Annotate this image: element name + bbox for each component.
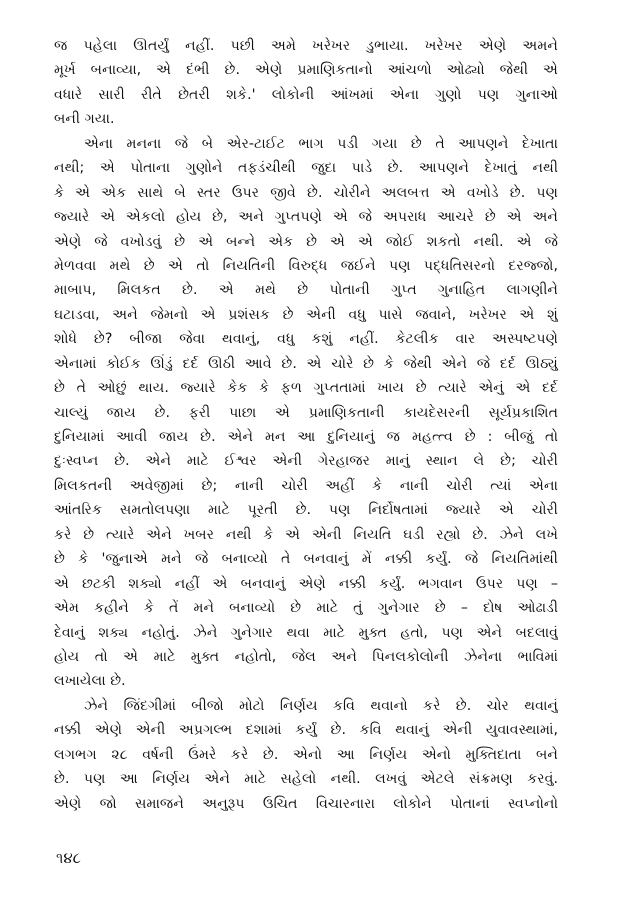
paragraph [54,132,558,694]
text-line: દેવાનું શક્ય નહોતું. ઝેને ગુનેગાર થવા માટે મુક્ત હતો, પણ એને બદલાવું [54,624,558,641]
paragraph [54,694,558,816]
text-line: દુઃસ્વપ્ન છે. એને માટે ઈશ્વર એની ગેરહાજર માનું સ્થાન લે છે; ચોરી [54,453,558,470]
document-page [54,34,558,816]
text-line: મૂર્ખ બનાવ્યા, એ દંભી છે. એણે પ્રમાણિકતાનો આંચળો ઓઢ્યો જેથી એ [54,62,558,79]
text-line: વધારે સારી રીતે છેતરી શકે.' લોકોની આંખમાં એના ગુણો પણ ગુનાઓ [54,86,558,103]
text-line: છે તે ઓછું થાય. જ્યારે કેક કે ફળ ગુપ્તતામાં ખાય છે ત્યારે એનું એ દર્દ [54,380,558,397]
text-line: હોય તો એ માટે મુક્ત નહોતો, જેલ અને પિનલકોલોની ઝેનેના ભાવિમાં [54,648,558,665]
text-line: બની ગયા. [54,111,115,128]
text-line: છે. પણ આ નિર્ણય એને માટે સહેલો નથી. લખવું એટલે સંક્રમણ કરવું. [54,771,558,788]
text-line: જ્યારે એ એકલો હોય છે, અને ગુપ્તપણે એ જે અપરાધ આચરે છે એ અને [54,209,558,226]
text-line: લગભગ ૨૮ વર્ષની ઉંમરે કરે છે. એનો આ નિર્ણય એનો મુક્તિદાતા બને [54,746,558,763]
text-line: એણે જે વખોડવું છે એ બન્ને એક છે એ એ જોઈ શકતો નથી. એ જે [54,233,558,250]
text-line: ચાલ્યું જાય છે. ફરી પાછા એ પ્રમાણિકતાની કાયદેસરની સૂર્યપ્રકાશિત [54,404,558,421]
text-line: એમ કહીને કે તેં મને બનાવ્યો છે માટે તું ગુનેગાર છે – દોષ ઓઢાડી [54,600,558,617]
text-line: મિલકતની અવેજીમાં છે; નાની ચોરી અહીં કે નાની ચોરી ત્યાં એના [54,477,558,494]
text-line: એના મનના જે બે એર-ટાઈટ ભાગ પડી ગયા છે તે આપણને દેખાતા [84,135,558,152]
text-line: મેળવવા મથે છે એ તો નિયતિની વિરુદ્ધ જઈને પણ પદ્ધતિસરનો દરજ્જો, [54,257,558,274]
text-line: એનામાં કોઈક ઊંડું દર્દ ઊઠી આવે છે. એ ચોરે છે કે જેથી એને જે દર્દ ઊઠ્યું [54,355,558,372]
text-line: કરે છે ત્યારે એને ખબર નથી કે એ એની નિયતિ ઘડી રહ્યો છે. ઝેને લખે [54,526,558,543]
text-line: ઝેને જિંદગીમાં બીજો મોટો નિર્ણય કવિ થવાનો કરે છે. ચોર થવાનું [84,697,558,714]
text-line: કે એ એક સાથે બે સ્તર ઉપર જીવે છે. ચોરીને અલબત્ત એ વખોડે છે. પણ [54,184,558,201]
text-line: શોધે છે? બીજા જેવા થવાનું, વધુ કશું નહીં. કેટલીક વાર અસ્પષ્ટપણે [54,331,558,348]
text-line: આંતરિક સમતોલપણા માટે પૂરતી છે. પણ નિર્દોષતામાં જ્યારે એ ચોરી [54,502,558,519]
paragraph [54,34,558,132]
text-line: એ છટકી શક્યો નહીં એ બનવાનું એણે નક્કી કર્યું. ભગવાન ઉપર પણ – [54,575,558,592]
text-line: એણે જો સમાજને અનુરૂપ ઉચિત વિચારનારા લોકોને પોતાનાં સ્વપ્નોનો [54,795,558,812]
text-line: માબાપ, મિલકત છે. એ મથે છે પોતાની ગુપ્ત ગુનાહિત લાગણીને [54,282,558,299]
text-line: લખાયેલા છે. [54,673,126,690]
page-number: ૧૪૮ [56,849,81,867]
text-line: નક્કી એણે એની અપ્રગલ્ભ દશામાં કર્યું છે. કવિ થવાનું એની યુવાવસ્થામાં, [54,722,558,739]
text-line: છે કે 'જુનાએ મને જે બનાવ્યો તે બનવાનું મેં નક્કી કર્યું. જે નિયતિમાંથી [54,551,558,568]
text-line: ઘટાડવા, અને જેમનો એ પ્રશંસક છે એની વધુ પાસે જવાને, ખરેખર એ શું [54,306,558,323]
text-line: જ પહેલા ઊતર્યું નહીં. પછી અમે ખરેખર ડુભાયા. ખરેખર એણે અમને [54,38,558,54]
text-line: દુનિયામાં આવી જાય છે. એને મન આ દુનિયાનું જ મહત્ત્વ છે : બીજું તો [54,429,558,445]
text-line: નથી; એ પોતાના ગુણોને તફડંચીથી જુદા પાડે છે. આપણને દેખાતું નથી [54,160,558,177]
